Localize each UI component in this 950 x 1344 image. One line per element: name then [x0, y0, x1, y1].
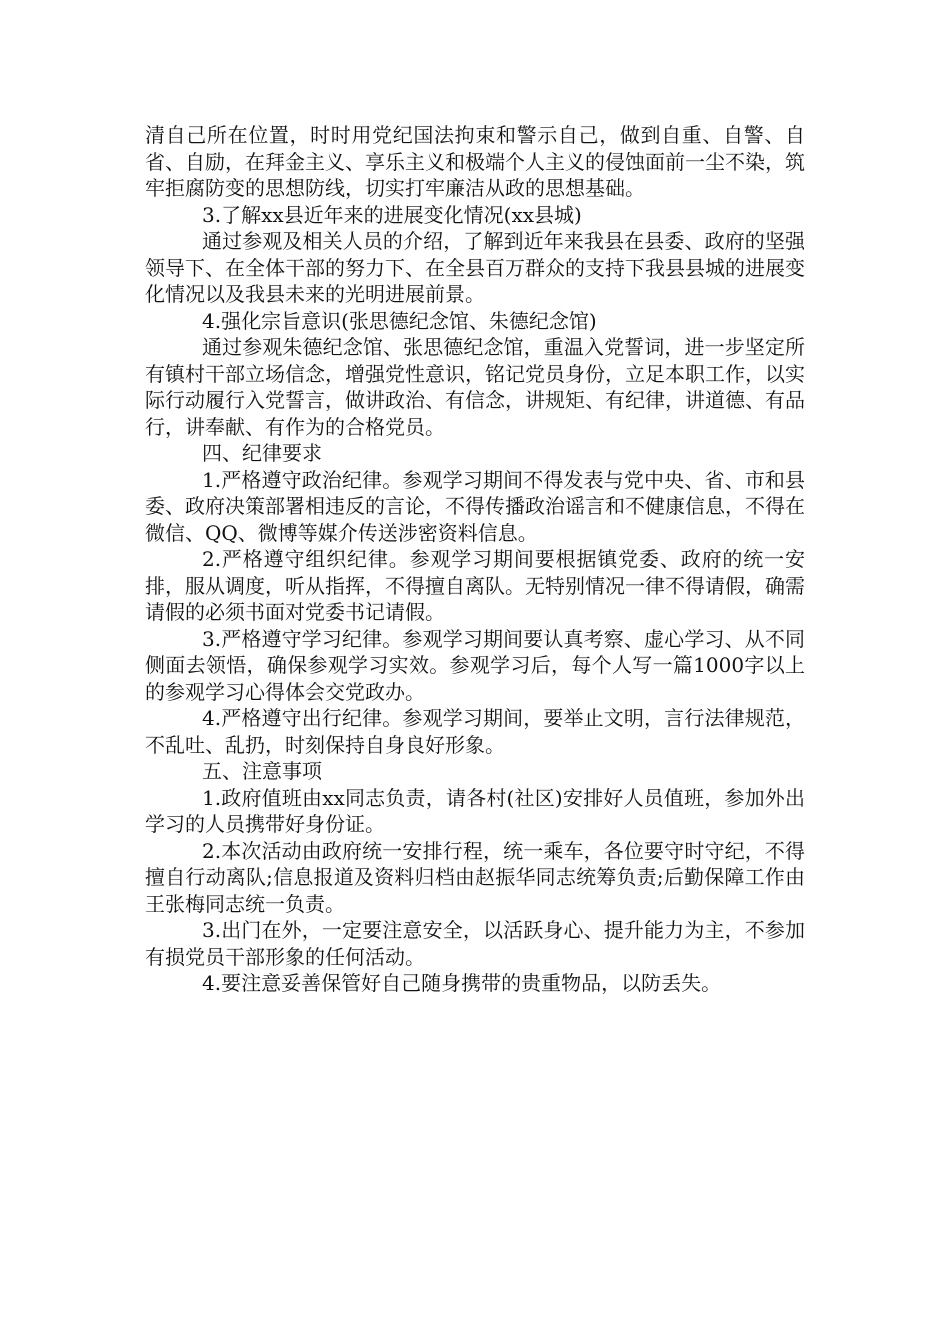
document-body [145, 122, 805, 997]
paragraph-note-valuables: 4.要注意妥善保管好自己随身携带的贵重物品，以防丢失。 [202, 971, 722, 995]
section-heading-discipline: 四、纪律要求 [202, 441, 322, 465]
paragraph-note-safety: 3.出门在外，一定要注意安全，以活跃身心、提升能力为主，不参加有损党员干部形象的任何活动。 [145, 918, 805, 969]
paragraph-political-discipline: 1.严格遵守政治纪律。参观学习期间不得发表与党中央、省、市和县委、政府决策部署相违反的言论，不得传播政治谣言和不健康信息，不得在微信、QQ、微博等媒介传送涉密资料信息。 [145, 467, 805, 545]
paragraph-organizational-discipline: 2.严格遵守组织纪律。参观学习期间要根据镇党委、政府的统一安排，服从调度，听从指挥，不得擅自离队。无特别情况一律不得请假，确需请假的必须书面对党委书记请假。 [145, 547, 805, 624]
subheading-development-changes: 3.了解xx县近年来的进展变化情况(xx县城) [202, 202, 582, 227]
paragraph-note-schedule: 2.本次活动由政府统一安排行程，统一乘车，各位要守时守纪，不得擅自行动离队;信息报道及资料归档由赵振华同志统筹负责;后勤保障工作由王张梅同志统一负责。 [145, 838, 805, 916]
paragraph-note-duty: 1.政府值班由xx同志负责，请各村(社区)安排好人员值班，参加外出学习的人员携带好身份证。 [145, 785, 805, 836]
section-heading-notes: 五、注意事项 [202, 759, 322, 783]
paragraph-travel-discipline: 4.严格遵守出行纪律。参观学习期间，要举止文明，言行法律规范，不乱吐、乱扔，时刻保持自身良好形象。 [145, 706, 805, 757]
paragraph-continuation: 清自己所在位置，时时用党纪国法拘束和警示自己，做到自重、自警、自省、自励，在拜金主义、享乐主义和极端个人主义的侵蚀面前一尘不染，筑牢拒腐防变的思想防线，切实打牢廉洁从政的思想基础。 [145, 123, 805, 200]
paragraph-study-discipline: 3.严格遵守学习纪律。参观学习期间要认真考察、虚心学习、从不同侧面去领悟，确保参观学习实效。参观学习后，每个人写一篇1000字以上的参观学习心得体会交党政办。 [145, 626, 805, 704]
subheading-purpose-awareness: 4.强化宗旨意识(张思德纪念馆、朱德纪念馆) [202, 308, 597, 333]
paragraph-purpose-awareness: 通过参观朱德纪念馆、张思德纪念馆，重温入党誓词，进一步坚定所有镇村干部立场信念，增强党性意识，铭记党员身份，立足本职工作，以实际行动履行入党誓言，做讲政治、有信念，讲规矩、有纪律，讲道德、有品行，讲奉献、有作为的合格党员。 [145, 335, 805, 439]
paragraph-development-changes: 通过参观及相关人员的介绍，了解到近年来我县在县委、政府的坚强领导下、在全体干部的努力下、在全县百万群众的支持下我县县城的进展变化情况以及我县未来的光明进展前景。 [145, 229, 805, 306]
